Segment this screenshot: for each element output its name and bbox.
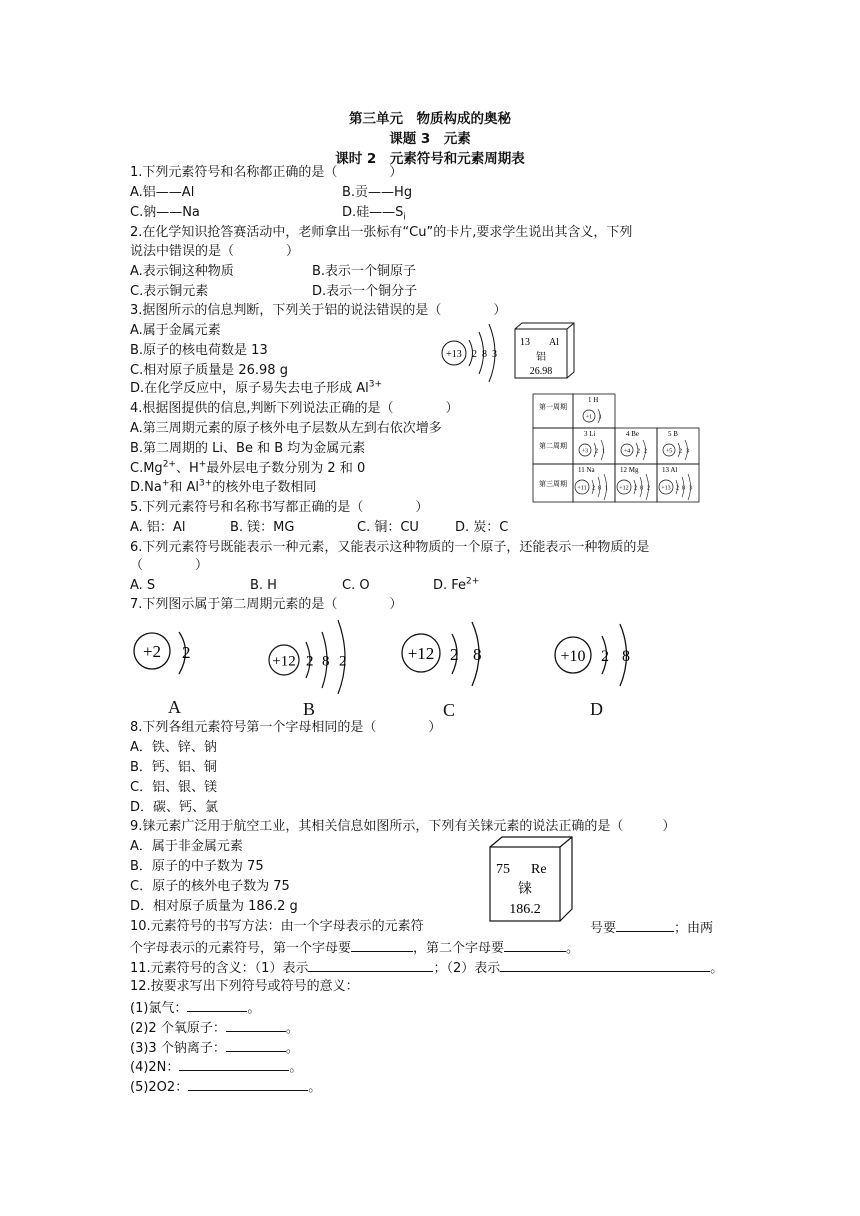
q5-stem: 5.下列元素符号和名称书写都正确的是（ ） <box>130 500 429 515</box>
rhenium-card-number: 75 <box>496 862 510 877</box>
q10-line1-end: 号要 ；由两 <box>590 918 713 938</box>
q3-option-d: D.在化学反应中，原子易失去电子形成 $Al^{3+}$ <box>130 379 383 396</box>
period-1-label: 第一周期 <box>539 403 567 411</box>
b-label: 5 B <box>668 430 678 438</box>
aluminum-card-mass: 26.98 <box>529 366 553 377</box>
q4-stem: 4.根据图提供的信息,判断下列说法正确的是（ ） <box>130 401 459 416</box>
aluminum-card-number: 13 <box>520 337 530 348</box>
svg-text:2: 2 <box>592 485 595 492</box>
q1-option-a: A.铝——Al <box>130 185 195 200</box>
q6-option-c: C. O <box>342 578 370 593</box>
svg-text:8: 8 <box>682 485 685 492</box>
q6-option-d: D. $Fe^{2+}$ <box>433 576 480 593</box>
svg-text:2: 2 <box>450 645 459 664</box>
q11-line: 11.元素符号的含义：（1）表示 ；（2）表示 。 <box>130 958 723 978</box>
q5-option-b: B. 镁：MG <box>230 520 295 535</box>
svg-text:3: 3 <box>686 448 689 455</box>
q7-figure-b-label: B <box>303 699 316 719</box>
period-2-label: 第二周期 <box>539 442 567 450</box>
svg-text:2: 2 <box>339 653 347 670</box>
q3-option-c: C.相对原子质量是 26.98 g <box>130 363 288 378</box>
q10-line2: 个字母表示的元素符号，第一个字母要 ，第二个字母要 。 <box>130 938 579 958</box>
q9-option-c: C．原子的核外电子数为 75 <box>130 879 290 894</box>
q2-stem-line2: 说法中错误的是（ ） <box>130 244 300 259</box>
svg-text:+4: +4 <box>623 448 631 455</box>
svg-text:8: 8 <box>473 645 482 664</box>
svg-text:1: 1 <box>605 485 608 492</box>
svg-text:8: 8 <box>622 648 630 665</box>
svg-text:+5: +5 <box>665 448 673 455</box>
svg-text:+3: +3 <box>581 448 589 455</box>
aluminum-nucleus-label: +13 <box>446 349 462 360</box>
svg-text:1: 1 <box>599 414 602 421</box>
q1-option-b: B.贡——Hg <box>342 185 413 200</box>
q5-option-c: C. 铜：CU <box>357 520 419 535</box>
q8-option-c: C．铝、银、镁 <box>130 780 218 795</box>
q7-figure-c-label: C <box>443 700 456 720</box>
svg-text:2: 2 <box>601 648 609 665</box>
aluminum-element-card <box>514 322 576 380</box>
svg-text:2: 2 <box>637 448 640 455</box>
q9-option-b: B．原子的中子数为 75 <box>130 859 264 874</box>
svg-text:2: 2 <box>306 653 314 670</box>
q6-option-b: B. H <box>250 578 277 593</box>
svg-text:+2: +2 <box>142 642 162 661</box>
q4-option-a: A.第三周期元素的原子核外电子层数从左到右依次增多 <box>130 421 442 436</box>
period-3-label: 第三周期 <box>539 480 567 488</box>
svg-text:8: 8 <box>640 485 643 492</box>
q7-stem: 7.下列图示属于第二周期元素的是（ ） <box>130 597 403 612</box>
q2-option-b: B.表示一个铜原子 <box>312 264 417 279</box>
q4-option-b: B.第二周期的 Li、Be 和 B 均为金属元素 <box>130 441 366 456</box>
svg-text:+11: +11 <box>577 485 587 492</box>
q2-option-a: A.表示铜这种物质 <box>130 264 234 279</box>
unit-title: 第三单元 物质构成的奥秘 <box>349 111 511 127</box>
aluminum-card-name: 铝 <box>536 352 546 363</box>
q8-option-d: D．碳、钙、氯 <box>130 800 219 815</box>
be-label: 4 Be <box>626 430 640 438</box>
q8-option-a: A．铁、锌、钠 <box>130 740 217 755</box>
svg-text:8: 8 <box>322 653 330 670</box>
q6-stem-line2: （ ） <box>130 558 209 573</box>
svg-text:+12: +12 <box>272 653 296 670</box>
lesson-title: 课题 3 元素 <box>389 131 471 147</box>
q12-blank-1[interactable] <box>187 998 247 1012</box>
svg-text:2: 2 <box>644 448 647 455</box>
q4-option-d: D.Na+和 $Al^{3+}$的核外电子数相同 <box>130 478 317 495</box>
q5-option-d: D. 炭：C <box>455 520 509 535</box>
q12-item-1: (1)氯气： 。 <box>130 998 260 1018</box>
q7-figure-a-atom <box>132 626 202 686</box>
q12-blank-5[interactable] <box>188 1077 308 1091</box>
q5-option-a: A. 铝：Al <box>130 520 186 535</box>
svg-text:2: 2 <box>634 485 637 492</box>
q6-stem-line1: 6.下列元素符号既能表示一种元素，又能表示这种物质的一个原子，还能表示一种物质的是 <box>130 540 650 555</box>
li-label: 3 Li <box>584 430 596 438</box>
rhenium-card-mass: 186.2 <box>509 902 541 917</box>
svg-text:3: 3 <box>689 485 692 492</box>
al-label: 13 Al <box>662 466 678 474</box>
svg-text:2: 2 <box>647 485 650 492</box>
q12-blank-4[interactable] <box>179 1057 289 1071</box>
q7-figure-d-label: D <box>590 699 603 719</box>
q12-item-3: (3)3 个钠离子： 。 <box>130 1038 299 1058</box>
svg-text:+12: +12 <box>619 485 629 492</box>
q11-blank-2[interactable] <box>500 958 710 972</box>
h-label: 1 H <box>588 396 599 404</box>
q7-figure-d-atom <box>551 620 647 690</box>
q7-figure-a-label: A <box>168 697 181 717</box>
q12-item-4: (4)2N： 。 <box>130 1057 302 1077</box>
q10-line1-start: 10.元素符号的书写方法：由一个字母表示的元素符 <box>130 919 424 934</box>
svg-text:+13: +13 <box>661 485 671 492</box>
rhenium-card-name: 铼 <box>518 882 532 897</box>
q3-option-b: B.原子的核电荷数是 13 <box>130 343 268 358</box>
svg-text:2: 2 <box>182 643 191 662</box>
q8-stem: 8.下列各组元素符号第一个字母相同的是（ ） <box>130 720 442 735</box>
q10-blank-3[interactable] <box>504 938 566 952</box>
q11-blank-1[interactable] <box>308 958 433 972</box>
mg-label: 12 Mg <box>620 466 639 474</box>
q7-figure-c-atom <box>398 620 494 690</box>
svg-text:2: 2 <box>679 448 682 455</box>
svg-text:1: 1 <box>602 448 605 455</box>
rhenium-element-card <box>488 835 574 923</box>
q4-option-c: $C.Mg^{2+}$、H+最外层电子数分别为 2 和 0 <box>130 459 366 476</box>
q9-stem: 9.铼元素广泛用于航空工业，其相关信息如图所示，下列有关铼元素的说法正确的是（ ） <box>130 819 676 834</box>
aluminum-shell-3: 3 <box>492 349 497 360</box>
aluminum-shell-2: 8 <box>482 349 487 360</box>
na-label: 11 Na <box>578 466 595 474</box>
svg-text:2: 2 <box>676 485 679 492</box>
aluminum-atom-diagram <box>438 320 504 384</box>
q1-option-d: D.硅$——S_i$ <box>342 205 406 223</box>
q8-option-b: B．钙、铝、铜 <box>130 760 217 775</box>
q9-option-a: A．属于非金属元素 <box>130 839 243 854</box>
q2-stem-line1: 2.在化学知识抢答赛活动中，老师拿出一张标有“Cu”的卡片,要求学生说出其含义，下列 <box>130 225 633 240</box>
q9-option-d: D．相对原子质量为 186.2 g <box>130 899 298 914</box>
q2-option-c: C.表示铜元素 <box>130 284 209 299</box>
svg-text:+12: +12 <box>407 644 435 663</box>
rhenium-card-symbol: Re <box>531 862 547 877</box>
q12-blank-2[interactable] <box>226 1018 286 1032</box>
svg-text:8: 8 <box>598 485 601 492</box>
aluminum-shell-1: 2 <box>472 349 477 360</box>
q12-item-5: (5)2O2： 。 <box>130 1077 321 1097</box>
svg-text:2: 2 <box>595 448 598 455</box>
aluminum-card-symbol: Al <box>549 337 559 348</box>
svg-text:+1: +1 <box>585 414 593 421</box>
periodic-table-fragment <box>532 392 702 504</box>
q1-option-c: C.钠——Na <box>130 205 200 220</box>
q12-stem: 12.按要求写出下列符号或符号的意义： <box>130 979 359 994</box>
period-title: 课时 2 元素符号和元素周期表 <box>335 151 525 167</box>
q7-figure-b-atom <box>266 618 366 694</box>
q6-option-a: A. S <box>130 578 156 593</box>
q12-item-2: (2)2 个氧原子： 。 <box>130 1018 299 1038</box>
q10-blank-1[interactable] <box>616 918 674 932</box>
svg-text:+10: +10 <box>560 648 586 665</box>
q12-blank-3[interactable] <box>226 1038 286 1052</box>
q10-blank-2[interactable] <box>351 938 413 952</box>
q1-stem: 1.下列元素符号和名称都正确的是（ ） <box>130 165 403 180</box>
q3-stem: 3.据图所示的信息判断，下列关于铝的说法错误的是（ ） <box>130 303 507 318</box>
q3-option-a: A.属于金属元素 <box>130 323 221 338</box>
q2-option-d: D.表示一个铜分子 <box>312 284 418 299</box>
